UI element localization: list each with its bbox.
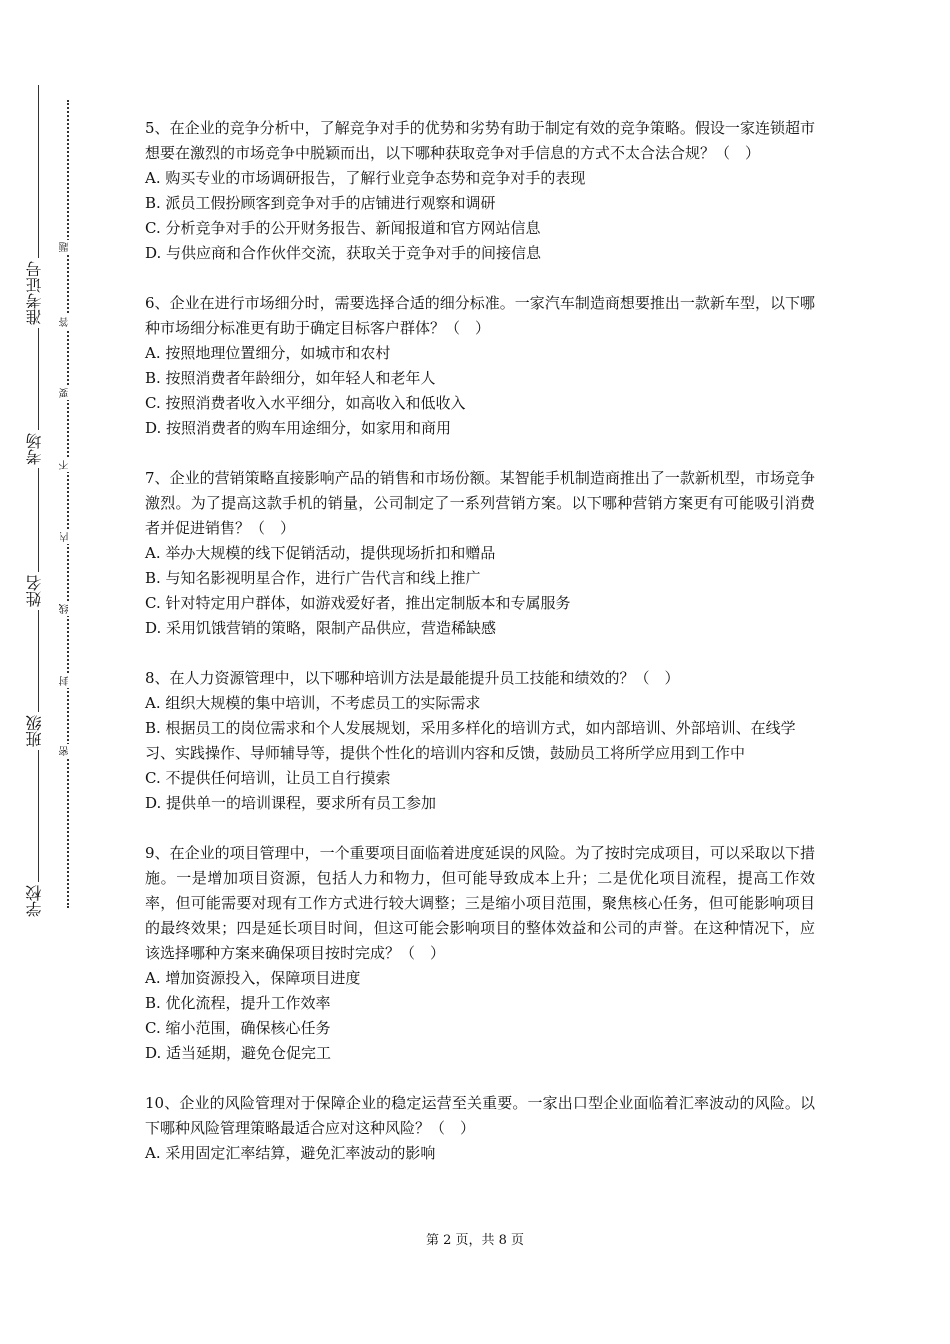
option-b: B. 派员工假扮顾客到竞争对手的店铺进行观察和调研 [145,194,496,212]
field-school-label: 学校 [26,882,50,920]
seal-dotted-line [67,100,69,908]
option-c: C. 不提供任何培训，让员工自行摸索 [145,769,391,787]
field-name-label: 姓名 [26,572,50,610]
seal-char: 密 [60,744,76,758]
question-6 [145,291,815,441]
seal-char: 题 [60,240,76,254]
option-c: C. 针对特定用户群体，如游戏爱好者，推出定制版本和专属服务 [145,594,571,612]
option-a: A. 购买专业的市场调研报告，了解行业竞争态势和竞争对手的表现 [145,169,586,187]
question-stem: 8、在人力资源管理中，以下哪种培训方法是最能提升员工技能和绩效的？（ ） [145,669,680,687]
field-class-label: 班级 [26,712,50,750]
field-exam-room-label: 考场 [26,430,50,468]
seal-char: 线 [60,602,76,616]
question-stem: 6、企业在进行市场细分时，需要选择合适的细分标准。一家汽车制造商想要推出一款新车型，以下哪种市场细分标准更有助于确定目标客户群体？（ ） [145,294,815,337]
question-stem: 9、在企业的项目管理中，一个重要项目面临着进度延误的风险。为了按时完成项目，可以采取以下措施。一是增加项目资源，包括人力和物力，但可能导致成本上升；二是优化项目流程，提高工作效率，但可能需要对现有工作方式进行较大调整；三是缩小项目范围，聚焦核心任务，但可能影响项目的最终效果；四是延长项目时间，但这可能会影响项目的整体效益和公司的声誉。在这种情况下，应该选择哪种方案来确保项目按时完成？（ ） [145,844,815,962]
option-b: B. 优化流程，提升工作效率 [145,994,331,1012]
seal-char: 答 [60,315,76,329]
question-5 [145,116,815,266]
seal-char: 不 [60,458,76,472]
option-c: C. 分析竞争对手的公开财务报告、新闻报道和官方网站信息 [145,219,541,237]
option-c: C. 缩小范围，确保核心任务 [145,1019,331,1037]
question-list [145,116,815,1191]
question-stem: 10、企业的风险管理对于保障企业的稳定运营至关重要。一家出口型企业面临着汇率波动的风险。以下哪种风险管理策略最适合应对这种风险？（ ） [145,1094,815,1137]
binding-solid-line [38,85,39,905]
seal-char: 要 [60,386,76,400]
option-b: B. 根据员工的岗位需求和个人发展规划，采用多样化的培训方式，如内部培训、外部培训、在线学习、实践操作、导师辅导等，提供个性化的培训内容和反馈，鼓励员工将所学应用到工作中 [145,719,796,762]
option-a: A. 增加资源投入，保障项目进度 [145,969,361,987]
seal-char: 内 [60,530,76,544]
field-exam-number-label: 准考证号 [26,258,50,328]
option-b: B. 按照消费者年龄细分，如年轻人和老年人 [145,369,436,387]
option-a: A. 按照地理位置细分，如城市和农村 [145,344,391,362]
option-d: D. 按照消费者的购车用途细分，如家用和商用 [145,419,452,437]
option-a: A. 举办大规模的线下促销活动，提供现场折扣和赠品 [145,544,496,562]
option-a: A. 组织大规模的集中培训，不考虑员工的实际需求 [145,694,481,712]
page-number: 第 2 页，共 8 页 [425,1233,525,1248]
question-9 [145,841,815,1066]
option-d: D. 与供应商和合作伙伴交流，获取关于竞争对手的间接信息 [145,244,542,262]
option-c: C. 按照消费者收入水平细分，如高收入和低收入 [145,394,466,412]
seal-char: 封 [60,674,76,688]
question-7 [145,466,815,641]
option-a: A. 采用固定汇率结算，避免汇率波动的影响 [145,1144,436,1162]
binding-margin [0,0,90,1344]
option-d: D. 采用饥饿营销的策略，限制产品供应，营造稀缺感 [145,619,497,637]
option-d: D. 适当延期，避免仓促完工 [145,1044,332,1062]
question-stem: 7、企业的营销策略直接影响产品的销售和市场份额。某智能手机制造商推出了一款新机型，市场竞争激烈。为了提高这款手机的销量，公司制定了一系列营销方案。以下哪种营销方案更有可能吸引消费者并促进销售？（ ） [145,469,815,537]
option-d: D. 提供单一的培训课程，要求所有员工参加 [145,794,437,812]
question-10 [145,1091,815,1166]
question-stem: 5、在企业的竞争分析中，了解竞争对手的优势和劣势有助于制定有效的竞争策略。假设一家连锁超市想要在激烈的市场竞争中脱颖而出，以下哪种获取竞争对手信息的方式不太合法合规？（ ） [145,119,815,162]
option-b: B. 与知名影视明星合作，进行广告代言和线上推广 [145,569,481,587]
question-8 [145,666,815,816]
